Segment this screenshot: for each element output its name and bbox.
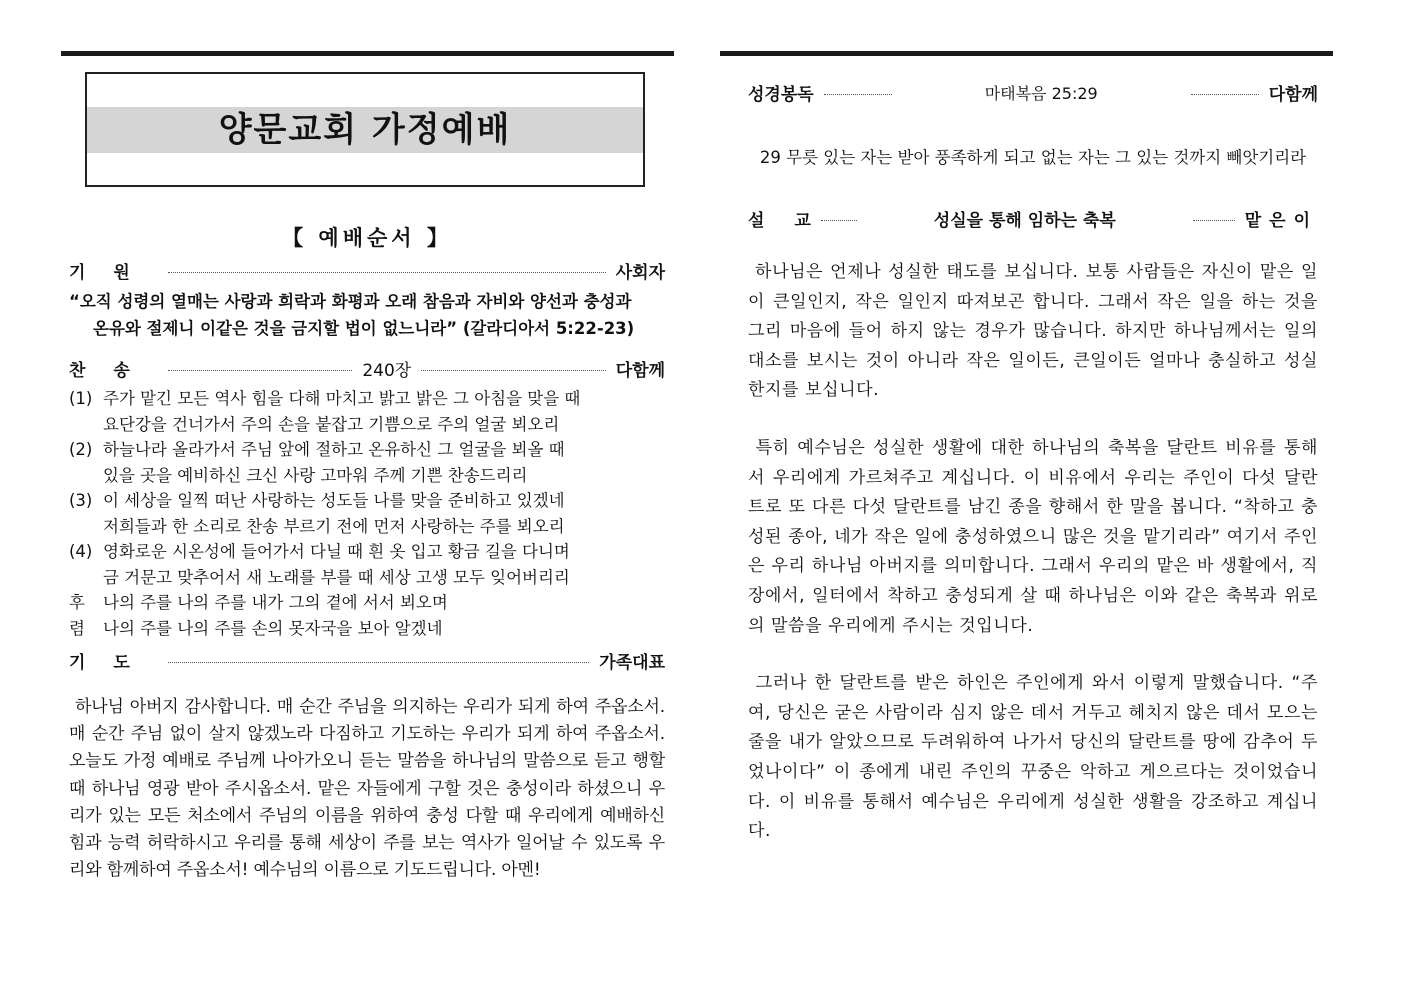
hymn-line: (1) 주가 맡긴 모든 역사 힘을 다해 마치고 밝고 밝은 그 아침을 맞을 때: [69, 389, 581, 408]
hymn-line: (3) 이 세상을 일찍 떠난 사랑하는 성도들 나를 맞을 준비하고 있겠네: [69, 491, 565, 510]
reading-reference: 마태복음 25:29: [984, 83, 1098, 103]
hymn-line: 있을 곳을 예비하신 크신 사랑 고마워 주께 기쁜 찬송드리리: [103, 465, 528, 485]
prayer-row: [69, 648, 665, 672]
page-title: 양문교회 가정예배: [218, 110, 512, 150]
reading-leader: 다함께: [1268, 84, 1318, 105]
hymn-line: 후 나의 주를 나의 주를 내가 그의 곁에 서서 뵈오며: [69, 593, 448, 612]
dot-leader: [168, 272, 606, 273]
dot-leader: [168, 370, 353, 371]
quote-line-2: 온유와 절제니 이같은 것을 금지할 법이 없느니라” (갈라디아서 5:22-23): [93, 319, 635, 338]
hymn-row: [69, 356, 665, 380]
hymn-line: 요단강을 건너가서 주의 손을 붙잡고 기쁨으로 주의 얼굴 뵈오리: [103, 414, 560, 434]
top-rule-left: [61, 51, 674, 56]
invocation-label: 기원: [69, 262, 158, 283]
sermon-body: [748, 258, 1318, 875]
invocation-row: [69, 258, 665, 282]
quote-line-1: “오직 성령의 열매는 사랑과 희락과 화평과 오래 참음과 자비와 양선과 충성과: [69, 292, 632, 311]
dot-leader: [821, 220, 857, 221]
hymn-lyrics: [69, 386, 665, 641]
reading-label: 성경봉독: [748, 84, 814, 105]
sermon-speaker: 맡은이: [1244, 210, 1318, 231]
dot-leader: [1193, 220, 1235, 221]
hymn-line: (4) 영화로운 시온성에 들어가서 다닐 때 흰 옷 입고 황금 길을 다니며: [69, 542, 570, 561]
hymn-line: (2) 하늘나라 올라가서 주님 앞에 절하고 온유하신 그 얼굴을 뵈올 때: [69, 440, 565, 459]
hymn-line: 금 거문고 맞추어서 새 노래를 부를 때 세상 고생 모두 잊어버리리: [103, 567, 570, 587]
order-heading: 【 예배순서 】: [282, 226, 452, 250]
title-box: [85, 72, 645, 187]
hymn-line: 렴 나의 주를 나의 주를 손의 못자국을 보아 알겠네: [69, 618, 443, 638]
prayer-label: 기도: [69, 652, 158, 673]
hymn-leader: 다함께: [615, 360, 666, 381]
dot-leader: [421, 370, 606, 371]
invocation-leader: 사회자: [615, 262, 665, 283]
sermon-paragraph: 하나님은 언제나 성실한 태도를 보십니다. 보통 사람들은 자신이 맡은 일이 큰일인지, 작은 일인지 따져보곤 합니다. 그래서 작은 일을 하는 것을 그리 마음에 들어 하지 않는 경우가 많습니다. 하지만 하나님께서는 일의 대소를 보시는 것이 아니라 작은 일이든, 큰일이든 얼마나 충실하고 성실한지를 보십니다.: [748, 262, 1318, 401]
hymn-line: 저희들과 한 소리로 찬송 부르기 전에 먼저 사랑하는 주를 뵈오리: [103, 516, 565, 536]
dot-leader: [1191, 94, 1259, 95]
sermon-label: 설교: [748, 210, 841, 231]
prayer-leader: 가족대표: [599, 652, 665, 673]
hymn-label: 찬송: [69, 360, 158, 381]
reading-row: [748, 80, 1318, 104]
prayer-text: 하나님 아버지 감사합니다. 매 순간 주님을 의지하는 우리가 되게 하여 주옵소서. 매 순간 주님 없이 살지 않겠노라 다짐하고 기도하는 우리가 되게 하여 주옵소서. 오늘도 가정 예배로 주님께 나아가오니 듣는 말씀을 하나님의 말씀으로 듣고 행할 때 하나님 영광 받아 주시옵소서. 맡은 자들에게 구할 것은 충성이라 하셨으니 우리가 있는 모든 처소에서 주님의 이름을 위하여 충성 다할 때 우리에게 예배하신 힘과 능력 허락하시고 우리를 통해 세상이 주를 보는 역사가 일어날 수 있도록 우리와 함께하여 주옵소서! 예수님의 이름으로 기도드립니다. 아멘!: [69, 697, 665, 881]
dot-leader: [824, 94, 892, 95]
sermon-paragraph: 특히 예수님은 성실한 생활에 대한 하나님의 축복을 달란트 비유를 통해서 우리에게 가르쳐주고 계십니다. 이 비유에서 우리는 주인이 다섯 달란트로 또 다른 다섯 달란트를 남긴 종을 향해서 한 말을 봅니다. “착하고 충성된 종아, 네가 작은 일에 충성하였으니 많은 것을 맡기리라” 여기서 주인은 우리 하나님 아버지를 의미합니다. 그래서 우리의 맡은 바 생활에서, 직장에서, 일터에서 착하고 충성되게 살 때 하나님은 이와 같은 축복과 위로의 말씀을 우리에게 주시는 것입니다.: [748, 437, 1318, 636]
top-rule-right: [720, 51, 1333, 56]
reading-text: 29 무릇 있는 자는 받아 풍족하게 되고 없는 자는 그 있는 것까지 빼앗기리라: [759, 148, 1307, 167]
hymn-number: 240장: [362, 360, 412, 381]
sermon-row: [748, 206, 1318, 230]
scripture-quote: [69, 288, 665, 342]
sermon-paragraph: 그러나 한 달란트를 받은 하인은 주인에게 와서 이렇게 말했습니다. “주여, 당신은 굳은 사람이라 심지 않은 데서 거두고 헤치지 않은 데서 모으는 줄을 내가 알았으므로 두려워하여 나가서 당신의 달란트를 땅에 감추어 두었나이다” 이 종에게 내린 주인의 꾸중은 악하고 게으르다는 것이었습니다. 이 비유를 통해서 예수님은 우리에게 성실한 생활을 강조하고 계십니다.: [748, 673, 1318, 842]
dot-leader: [168, 662, 589, 663]
sermon-title: 성실을 통해 임하는 축복: [933, 210, 1116, 231]
